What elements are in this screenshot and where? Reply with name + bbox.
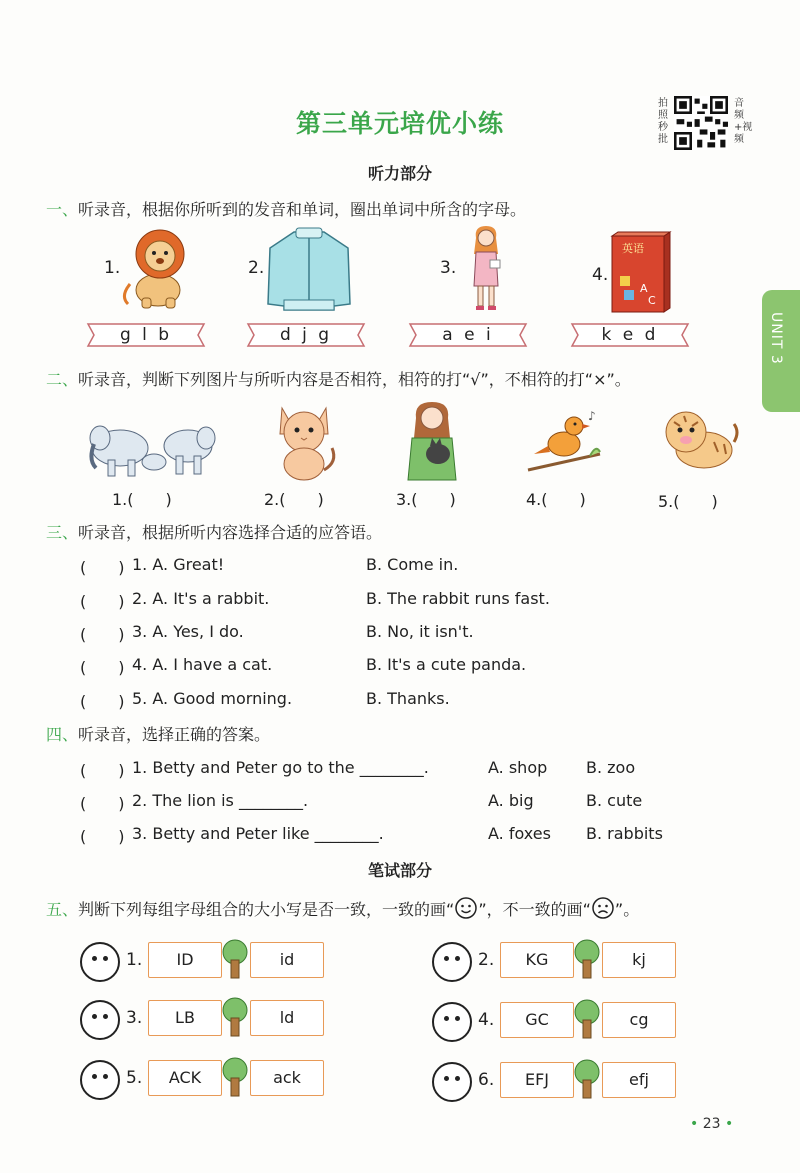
lion-icon <box>120 224 190 310</box>
smiley-face-icon <box>454 896 478 920</box>
tree-icon <box>572 1058 602 1100</box>
qr-right-text: 音频+视频 <box>734 98 753 145</box>
book-icon <box>608 230 674 314</box>
q5-item-number: 3. <box>126 1008 143 1028</box>
tree-icon <box>220 1056 250 1098</box>
q2-answer-paren[interactable]: 3.( ) <box>396 490 456 509</box>
option-a: 2. A. It's a rabbit. <box>132 589 270 608</box>
option-b: B. zoo <box>586 758 636 777</box>
lowercase-box: efj <box>602 1062 676 1098</box>
question-1-instruction: 一、听录音，根据你所听到的发音和单词，圈出单词中所含的字母。 <box>46 200 527 219</box>
lowercase-box: cg <box>602 1002 676 1038</box>
q1-item-number: 1. <box>104 258 121 278</box>
q5-item-number: 5. <box>126 1068 143 1088</box>
option-a: 4. A. I have a cat. <box>132 655 273 674</box>
option-b: B. rabbits <box>586 824 663 843</box>
lowercase-box: id <box>250 942 324 978</box>
option-b: B. cute <box>586 791 643 810</box>
answer-paren[interactable]: ( ) <box>80 761 125 780</box>
lowercase-box: kj <box>602 942 676 978</box>
uppercase-box: EFJ <box>500 1062 574 1098</box>
svg-text:♪: ♪ <box>588 409 596 423</box>
tree-icon <box>220 938 250 980</box>
question-3-instruction: 三、听录音，根据所听内容选择合适的应答语。 <box>46 523 383 542</box>
option-a: 3. A. Yes, I do. <box>132 622 244 641</box>
sad-face-icon <box>591 896 615 920</box>
q5-item-number: 6. <box>478 1070 495 1090</box>
tree-icon <box>572 998 602 1040</box>
q2-answer-paren[interactable]: 1.( ) <box>112 490 172 509</box>
girl-icon <box>466 224 506 312</box>
option-a: A. foxes <box>488 824 551 843</box>
qr-code-icon[interactable] <box>674 96 728 150</box>
option-b: B. The rabbit runs fast. <box>366 589 550 608</box>
answer-paren[interactable]: ( ) <box>80 625 125 644</box>
blank-face-circle[interactable] <box>80 942 120 982</box>
lowercase-box: ld <box>250 1000 324 1036</box>
q2-answer-paren[interactable]: 2.( ) <box>264 490 324 509</box>
q1-item-number: 4. <box>592 265 609 285</box>
answer-paren[interactable]: ( ) <box>80 692 125 711</box>
uppercase-box: KG <box>500 942 574 978</box>
q1-item-number: 3. <box>440 258 457 278</box>
question-5-instruction: 五、 判断下列每组字母组合的大小写是否一致，一致的画“ ”，不一致的画“ ”。 <box>46 896 639 920</box>
option-a: 5. A. Good morning. <box>132 689 293 708</box>
answer-paren[interactable]: ( ) <box>80 558 125 577</box>
letter-option-box[interactable]: d j g <box>244 320 368 350</box>
option-b: B. No, it isn't. <box>366 622 474 641</box>
uppercase-box: LB <box>148 1000 222 1036</box>
q5-item-number: 4. <box>478 1010 495 1030</box>
listening-section-header: 听力部分 <box>367 164 432 183</box>
option-a: 1. A. Great! <box>132 555 225 574</box>
tree-icon <box>572 938 602 980</box>
cat-icon <box>268 400 340 482</box>
girl-with-cat-icon <box>404 398 460 482</box>
blank-face-circle[interactable] <box>80 1060 120 1100</box>
lowercase-box: ack <box>250 1060 324 1096</box>
question-2-instruction: 二、听录音，判断下列图片与所听内容是否相符，相符的打“√”，不相符的打“×”。 <box>46 370 631 389</box>
writing-section-header: 笔试部分 <box>367 861 432 880</box>
svg-text:A: A <box>640 282 648 295</box>
blank-face-circle[interactable] <box>432 1062 472 1102</box>
answer-paren[interactable]: ( ) <box>80 794 125 813</box>
qr-code-block <box>656 94 753 154</box>
letter-option-box[interactable]: a e i <box>406 320 530 350</box>
uppercase-box: GC <box>500 1002 574 1038</box>
q5-item-number: 2. <box>478 950 495 970</box>
elephants-icon <box>86 412 216 480</box>
question-text: 1. Betty and Peter go to the ________. <box>132 758 429 777</box>
option-b: B. It's a cute panda. <box>366 655 527 674</box>
option-a: A. big <box>488 791 534 810</box>
letter-option-box[interactable]: g l b <box>84 320 208 350</box>
qr-left-text: 拍照秒批 <box>658 98 668 145</box>
blank-face-circle[interactable] <box>432 942 472 982</box>
tiger-icon <box>654 402 740 474</box>
option-a: A. shop <box>488 758 548 777</box>
blank-face-circle[interactable] <box>80 1000 120 1040</box>
q2-answer-paren[interactable]: 5.( ) <box>658 492 718 511</box>
q1-item-number: 2. <box>248 258 265 278</box>
svg-text:C: C <box>648 294 656 307</box>
option-b: B. Thanks. <box>366 689 450 708</box>
unit-tab[interactable]: UNIT 3 <box>762 290 800 412</box>
page-number: • 23 • <box>690 1116 734 1132</box>
answer-paren[interactable]: ( ) <box>80 592 125 611</box>
option-b: B. Come in. <box>366 555 459 574</box>
q5-item-number: 1. <box>126 950 143 970</box>
question-text: 3. Betty and Peter like ________. <box>132 824 384 843</box>
tree-icon <box>220 996 250 1038</box>
jacket-icon <box>264 226 354 312</box>
bird-icon <box>524 406 606 478</box>
blank-face-circle[interactable] <box>432 1002 472 1042</box>
letter-option-box[interactable]: k e d <box>568 320 692 350</box>
answer-paren[interactable]: ( ) <box>80 658 125 677</box>
question-text: 2. The lion is ________. <box>132 791 309 810</box>
svg-text:英语: 英语 <box>622 242 644 255</box>
uppercase-box: ID <box>148 942 222 978</box>
uppercase-box: ACK <box>148 1060 222 1096</box>
question-4-instruction: 四、听录音，选择正确的答案。 <box>46 725 271 744</box>
q2-answer-paren[interactable]: 4.( ) <box>526 490 586 509</box>
answer-paren[interactable]: ( ) <box>80 827 125 846</box>
page-title: 第三单元培优小练 <box>295 109 504 138</box>
